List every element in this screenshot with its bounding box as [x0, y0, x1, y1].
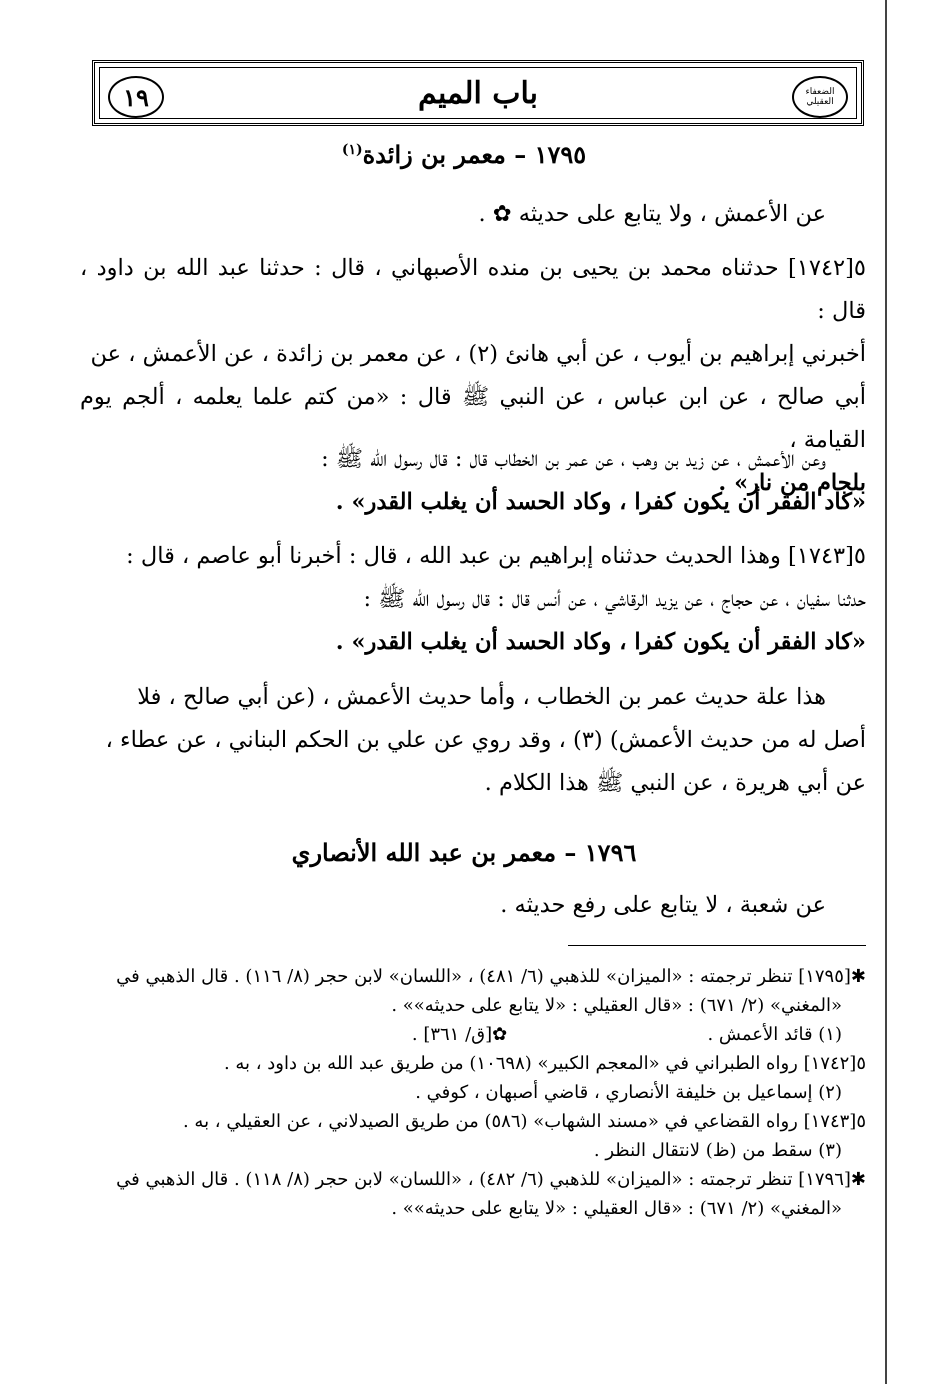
para-illa-line-2: أصل له من حديث الأعمش) (٣) ، وقد روي عن علي بن الحكم البناني ، عن عطاء ،: [105, 727, 866, 753]
entry-1796-title: ١٧٩٦ – معمر بن عبد الله الأنصاري: [291, 838, 637, 867]
hadith-1742-line-2: أخبرني إبراهيم بن أيوب ، عن أبي هانئ (٢) ، عن معمر بن زائدة ، عن الأعمش ، عن: [90, 341, 866, 367]
footnote-line: ✱[١٧٩٥] تنظر ترجمته : «الميزان» للذهبي (٦/ ٤٨١) ، «اللسان» لابن حجر (٨/ ١١٦) . قال الذهبي في: [116, 966, 866, 987]
footnote-line: «المغني» (٢/ ٦٧١) : «قال العقيلي : «لا يتابع على حديثه»» .: [391, 1198, 842, 1219]
footnote-line: (١) قائد الأعمش . ✿[ق/ ٣٦١] .: [411, 1024, 842, 1045]
chapter-title: باب الميم: [417, 76, 538, 111]
logo-text: الضعفاء العقيلي: [805, 87, 835, 107]
footnote-line: «المغني» (٢/ ٦٧١) : «قال العقيلي : «لا يتابع على حديثه»» .: [391, 995, 842, 1016]
page-number: ١٩: [123, 82, 149, 112]
page-header: [92, 60, 864, 126]
footnote-line: ✱[١٧٩٦] تنظر ترجمته : «الميزان» للذهبي (٦/ ٤٨٢) ، «اللسان» لابن حجر (٨/ ١١٨) . قال الذهبي في: [116, 1169, 866, 1190]
header-inner-frame: [99, 67, 857, 119]
footnote-separator: [568, 945, 866, 946]
footnotes: [80, 962, 866, 1223]
entry-1796-heading: [80, 838, 848, 867]
entry-1795-intro-text: عن الأعمش ، ولا يتابع على حديثه ✿ .: [478, 201, 826, 227]
entry-1795-heading: [80, 140, 848, 169]
entry-1796-intro-text: عن شعبة ، لا يتابع على رفع حديثه .: [500, 892, 826, 918]
entry-1796-intro: [80, 884, 866, 927]
para-umar-line-2: «كاد الفقر أن يكون كفرا ، وكاد الحسد أن يغلب القدر» .: [335, 489, 866, 515]
hadith-1743-line-2: حدثنا سفيان ، عن حجاج ، عن يزيد الرقاشي ، عن أنس قال : قال رسول الله ﷺ :: [363, 586, 866, 612]
entry-1795-footnote-mark: (١): [341, 142, 363, 158]
hadith-1742-line-3: أبي صالح ، عن ابن عباس ، عن النبي ﷺ قال : «من كتم علما يعلمه ، ألجم يوم القيامة ،: [80, 384, 866, 453]
para-umar-line-1: وعن الأعمش ، عن زيد بن وهب ، عن عمر بن الخطاب قال : قال رسول الله ﷺ :: [321, 446, 826, 472]
hadith-1743-line-3: «كاد الفقر أن يكون كفرا ، وكاد الحسد أن يغلب القدر» .: [335, 629, 866, 655]
para-illa-line-3: عن أبي هريرة ، عن النبي ﷺ هذا الكلام .: [484, 770, 866, 796]
hadith-1743-line-1: ٥[١٧٤٣] وهذا الحديث حدثناه إبراهيم بن عبد الله ، قال : أخبرنا أبو عاصم ، قال :: [126, 543, 866, 569]
book-logo: [792, 76, 848, 118]
hadith-1742-line-4: بلجام من نار» .: [718, 470, 866, 496]
para-umar: [80, 438, 866, 524]
para-illa-line-1: هذا علة حديث عمر بن الخطاب ، وأما حديث الأعمش ، (عن أبي صالح ، فلا: [137, 684, 826, 710]
entry-1795-title: ١٧٩٥ – معمر بن زائدة: [362, 140, 587, 169]
hadith-1742-line-1: ٥[١٧٤٢] حدثناه محمد بن يحيى بن منده الأصبهاني ، قال : حدثنا عبد الله بن داود ، قال :: [80, 255, 866, 324]
footnote-line: (٢) إسماعيل بن خليفة الأنصاري ، قاضي أصبهان ، كوفي .: [415, 1082, 842, 1103]
entry-1795-intro: [80, 193, 866, 236]
hadith-1743: [80, 535, 866, 664]
page-edge-rule: [885, 0, 887, 1384]
para-illa: [80, 676, 866, 805]
footnote-line: ٥[١٧٤٢] رواه الطبراني في «المعجم الكبير» (١٠٦٩٨) من طريق عبد الله بن داود ، به .: [223, 1053, 866, 1074]
footnote-line: (٣) سقط من (ظ) لانتقال النظر .: [593, 1140, 842, 1161]
footnote-line: ٥[١٧٤٣] رواه القضاعي في «مسند الشهاب» (٥٨٦) من طريق الصيدلاني ، عن العقيلي ، به .: [182, 1111, 866, 1132]
